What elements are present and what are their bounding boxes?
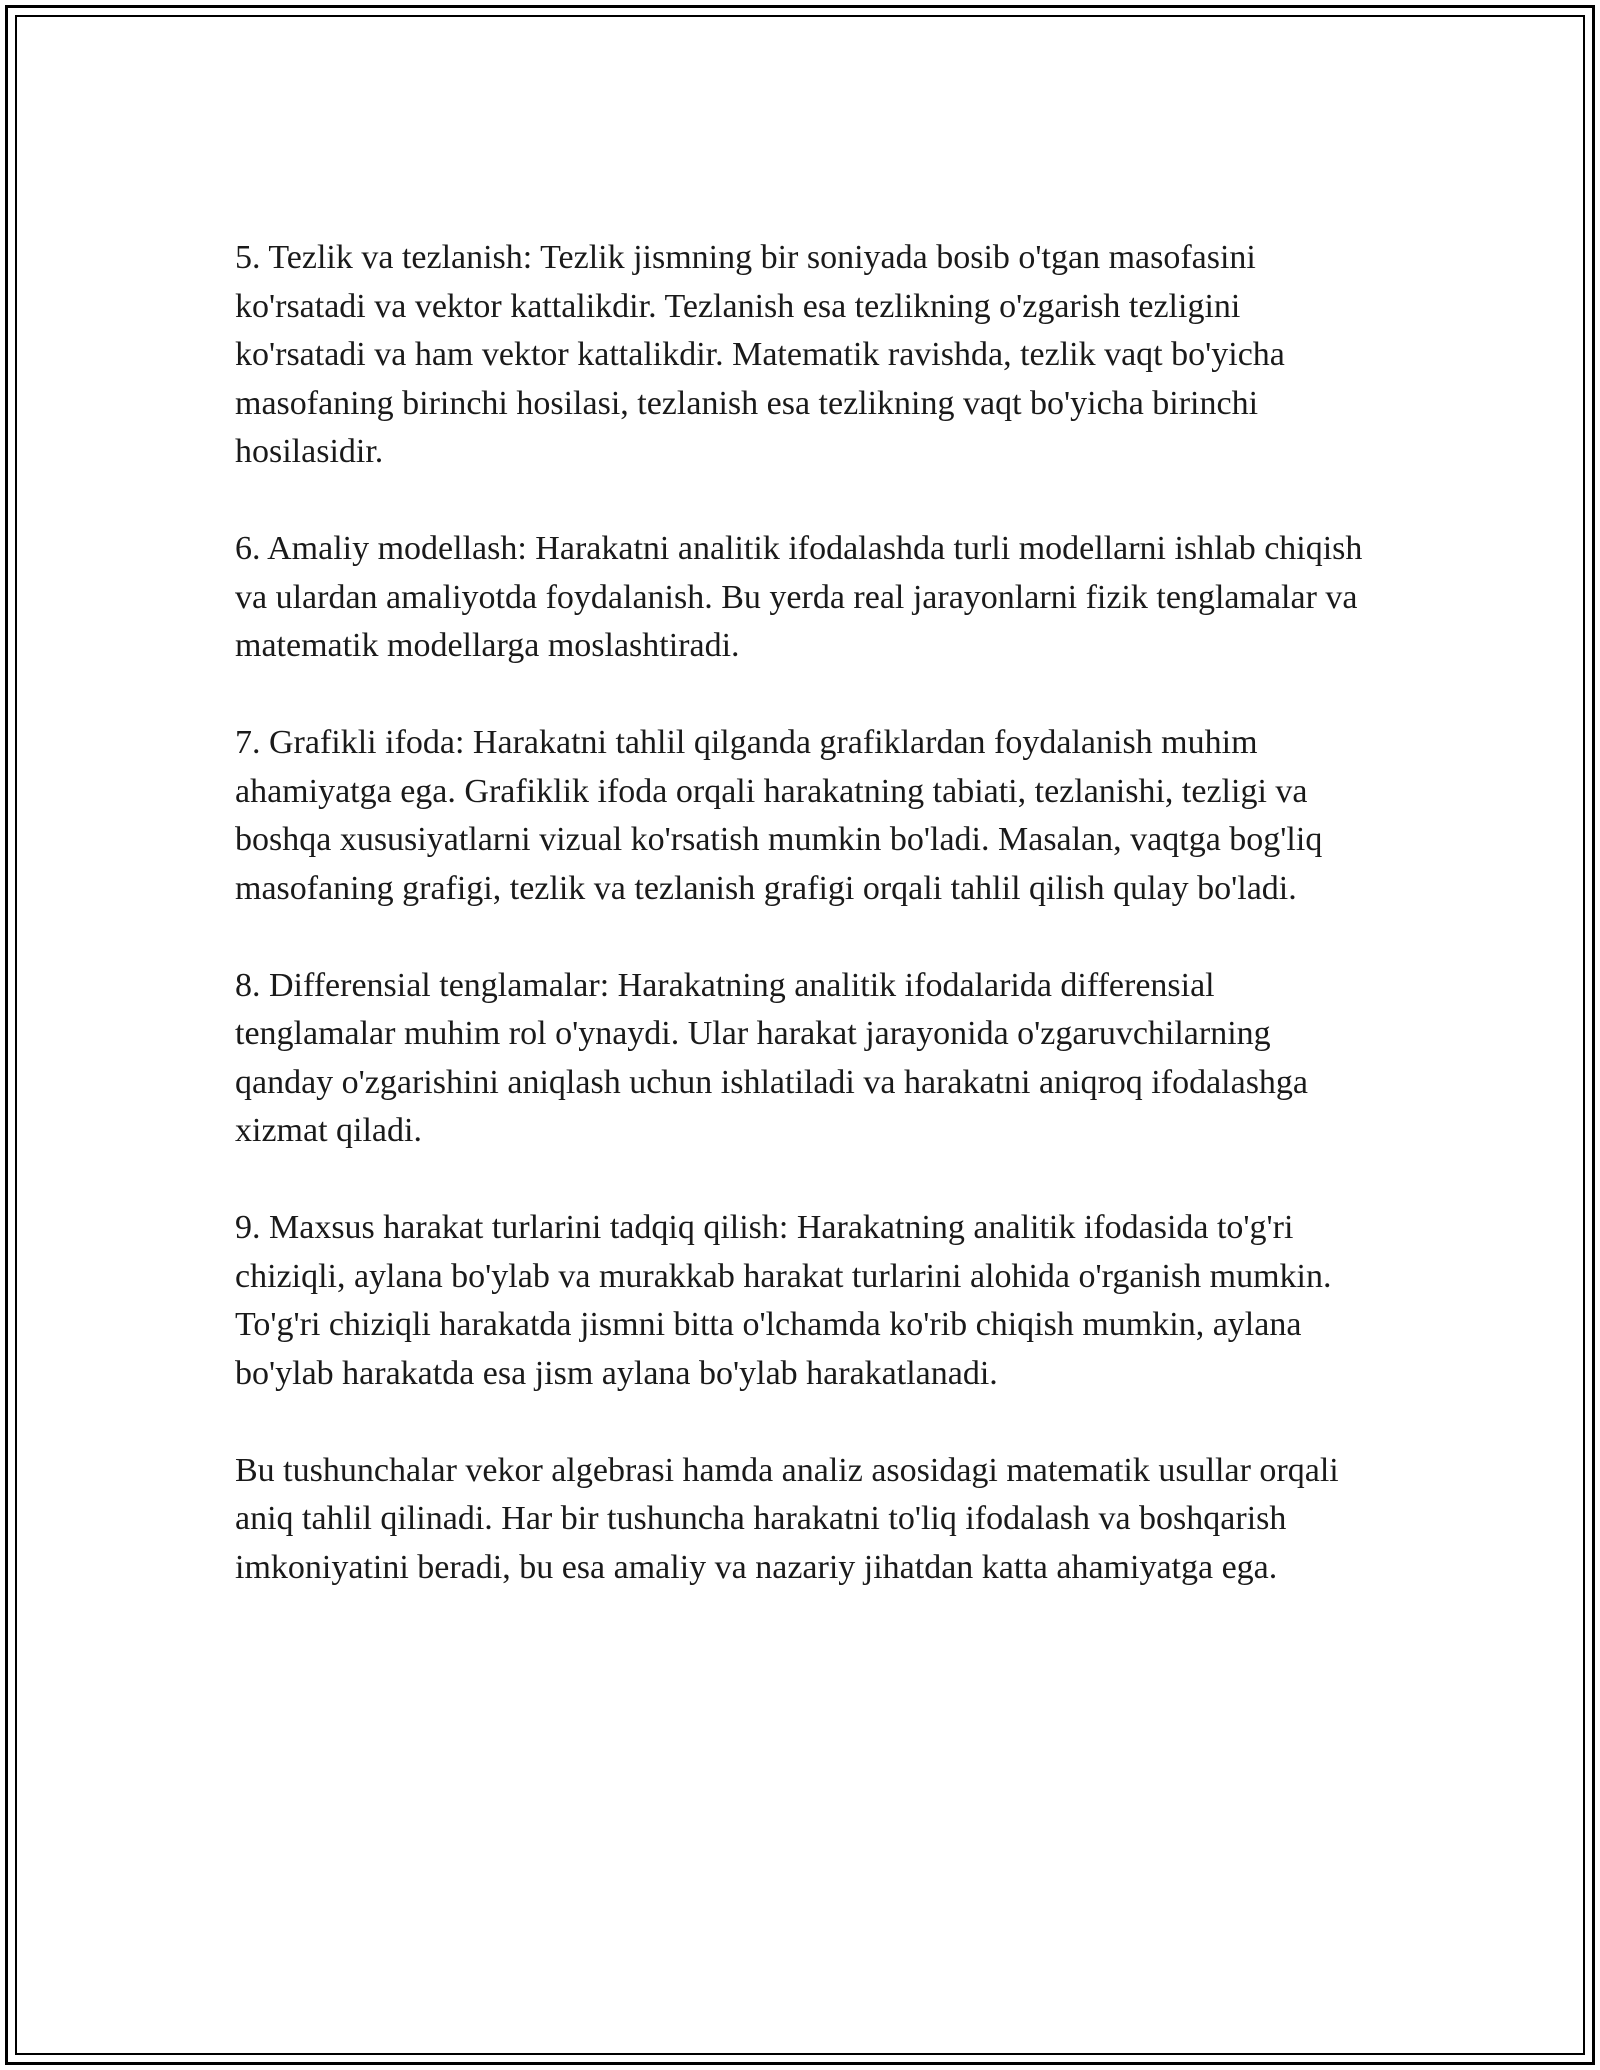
paragraph-amaliy-modellash: 6. Amaliy modellash: Harakatni analitik ifodalashda turli modellarni ishlab chiqish va ulardan amaliyotda foydalanish. Bu yerda real jarayonlarni fizik tenglamalar va matematik modellarga moslashtiradi. bbox=[235, 530, 1363, 664]
paragraph-maxsus-harakat-turlari: 9. Maxsus harakat turlarini tadqiq qilish: Harakatning analitik ifodasida to'g'ri chiziqli, aylana bo'ylab va murakkab harakat turlarini alohida o'rganish mumkin. To'g'ri chiziqli harakatda jismni bitta o'lchamda ko'rib chiqish mumkin, aylana bo'ylab harakatda esa jism aylana bo'ylab harakatlanadi. bbox=[235, 1209, 1332, 1392]
paragraph-differensial-tenglamalar: 8. Differensial tenglamalar: Harakatning analitik ifodalarida differensial tenglamalar muhim rol o'ynaydi. Ular harakat jarayonida o'zgaruvchilarning qanday o'zgarishini aniqlash uchun ishlatiladi va harakatni aniqroq ifodalashga xizmat qiladi. bbox=[235, 966, 1309, 1149]
document-body bbox=[235, 234, 1375, 1592]
paragraph-grafikli-ifoda: 7. Grafikli ifoda: Harakatni tahlil qilganda grafiklardan foydalanish muhim ahamiyatga ega. Grafiklik ifoda orqali harakatning tabiati, tezlanishi, tezligi va boshqa xususiyatlarni vizual ko'rsatish mumkin bo'ladi. Masalan, vaqtga bog'liq masofaning grafigi, tezlik va tezlanish grafigi orqali tahlil qilish qulay bo'ladi. bbox=[235, 724, 1323, 907]
paragraph-tezlik-va-tezlanish: 5. Tezlik va tezlanish: Tezlik jismning bir soniyada bosib o'tgan masofasini ko'rsatadi va vektor kattalikdir. Tezlanish esa tezlikning o'zgarish tezligini ko'rsatadi va ham vektor kattalikdir. Matematik ravishda, tezlik vaqt bo'yicha masofaning birinchi hosilasi, tezlanish esa tezlikning vaqt bo'yicha birinchi hosilasidir. bbox=[235, 239, 1285, 470]
paragraph-conclusion: Bu tushunchalar vekor algebrasi hamda analiz asosidagi matematik usullar orqali aniq tahlil qilinadi. Har bir tushuncha harakatni to'liq ifodalash va boshqarish imkoniyatini beradi, bu esa amaliy va nazariy jihatdan katta ahamiyatga ega. bbox=[235, 1451, 1339, 1586]
